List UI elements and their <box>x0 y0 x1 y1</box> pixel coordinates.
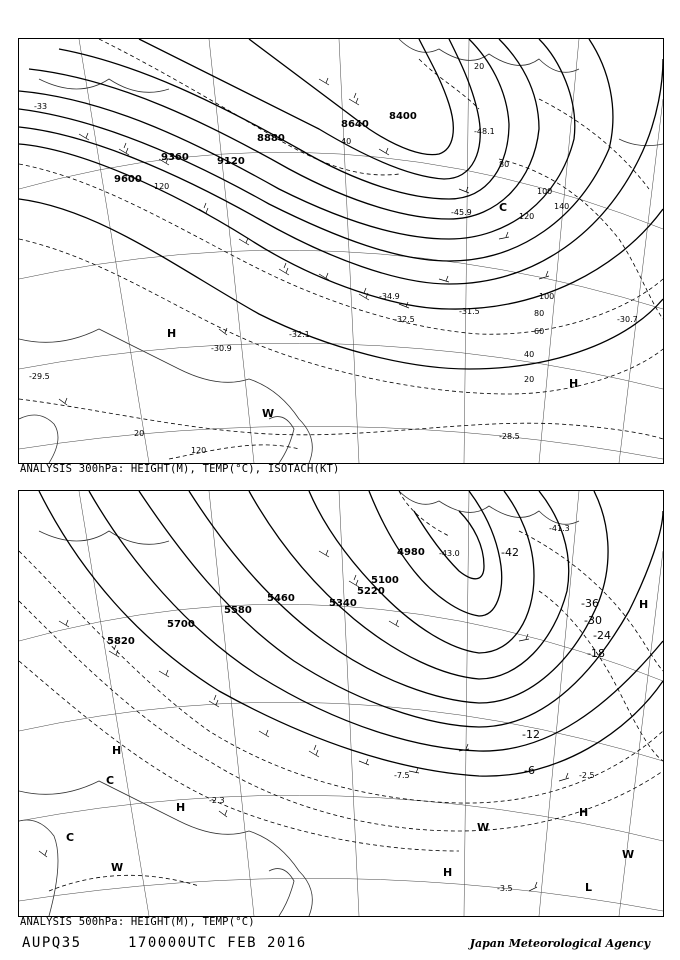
isotach-contours-300 <box>19 39 663 459</box>
high-pressure-symbol: H <box>569 377 579 390</box>
temp-label: -48.1 <box>474 127 495 136</box>
temp-label: -43.0 <box>439 549 460 558</box>
isotach-label: 80 <box>499 160 510 169</box>
warm-center-symbol: W <box>111 861 124 874</box>
latlon-grid <box>19 491 663 916</box>
temp-label: -32.1 <box>289 330 310 339</box>
cold-center-symbol: C <box>106 774 115 787</box>
warm-center-symbol: W <box>622 848 635 861</box>
isotach-label: 80 <box>534 309 545 318</box>
height-label: 9120 <box>217 156 245 167</box>
chart-identifier: AUPQ35 <box>22 935 82 951</box>
temp-labels-500 <box>209 524 611 893</box>
isotach-label: 40 <box>524 350 535 359</box>
height-label: 4980 <box>397 547 425 558</box>
height-labels-500 <box>107 547 425 647</box>
height-label: 5580 <box>224 605 252 616</box>
map-panel-500hpa <box>18 490 664 917</box>
height-label: 8400 <box>389 111 417 122</box>
high-pressure-symbol: H <box>112 744 122 757</box>
latlon-grid <box>19 39 663 463</box>
temp-label: -30 <box>584 614 602 627</box>
cold-center-symbol: C <box>499 201 508 214</box>
system-symbols-300 <box>167 201 578 420</box>
isotach-label: 100 <box>537 187 553 196</box>
wind-barbs-500 <box>39 550 569 891</box>
temp-label: -34.9 <box>379 292 400 301</box>
warm-center-symbol: W <box>262 407 275 420</box>
cold-center-symbol: C <box>66 831 75 844</box>
isotach-label: 20 <box>134 429 145 438</box>
height-labels-300 <box>114 111 417 185</box>
isotach-label: 100 <box>539 292 555 301</box>
height-label: 8880 <box>257 133 285 144</box>
temp-label: -12 <box>522 728 540 741</box>
isotach-label: 140 <box>554 202 570 211</box>
high-pressure-symbol: H <box>443 866 453 879</box>
isotach-label: 20 <box>474 62 485 71</box>
high-pressure-symbol: H <box>639 598 649 611</box>
warm-center-symbol: W <box>477 821 490 834</box>
caption-300hpa: ANALYSIS 300hPa: HEIGHT(M), TEMP(°C), ISOTACH(KT) <box>20 463 340 475</box>
coastlines <box>19 39 663 463</box>
isotach-label: 40 <box>341 137 352 146</box>
high-pressure-symbol: H <box>579 806 589 819</box>
height-label: 5220 <box>357 586 385 597</box>
map-panel-300hpa <box>18 38 664 464</box>
temp-label: -28.5 <box>499 432 520 441</box>
low-pressure-symbol: L <box>585 881 593 894</box>
isotach-label: 120 <box>519 212 535 221</box>
height-label: 5100 <box>371 575 399 586</box>
temp-label: -41.3 <box>549 524 570 533</box>
temp-label: -45.9 <box>451 208 472 217</box>
temp-label: -32.5 <box>394 315 415 324</box>
height-contours-500 <box>39 491 663 776</box>
temp-label: -31.5 <box>459 307 480 316</box>
temp-label: -2.3 <box>209 796 225 805</box>
map-300hpa-svg <box>19 39 663 463</box>
height-label: 5700 <box>167 619 195 630</box>
agency-name: Japan Meteorological Agency <box>469 937 650 950</box>
isotach-label: 120 <box>191 446 207 455</box>
temp-label: -33 <box>34 102 48 111</box>
caption-500hpa: ANALYSIS 500hPa: HEIGHT(M), TEMP(°C) <box>20 916 255 928</box>
temp-label: -36 <box>581 597 599 610</box>
temp-label: -30.9 <box>211 344 232 353</box>
map-500hpa-svg <box>19 491 663 916</box>
height-label: 9600 <box>114 174 142 185</box>
temp-label: -42 <box>501 546 519 559</box>
temp-label: -29.5 <box>29 372 50 381</box>
height-label: 5340 <box>329 598 357 609</box>
temp-label: -3.5 <box>497 884 513 893</box>
height-label: 9360 <box>161 152 189 163</box>
high-pressure-symbol: H <box>167 327 177 340</box>
isotach-label: 60 <box>534 327 545 336</box>
temp-label: -24 <box>593 629 611 642</box>
isotach-label: 120 <box>154 182 170 191</box>
height-label: 5820 <box>107 636 135 647</box>
height-label: 8640 <box>341 119 369 130</box>
high-pressure-symbol: H <box>176 801 186 814</box>
temp-label: -7.5 <box>394 771 410 780</box>
temp-label: -6 <box>524 764 535 777</box>
valid-time: 170000UTC FEB 2016 <box>128 935 307 951</box>
temp-label: -30.7 <box>617 315 638 324</box>
temp-label: -2.5 <box>579 771 595 780</box>
height-label: 5460 <box>267 593 295 604</box>
coastlines <box>19 491 579 916</box>
temp-label: -18 <box>587 647 605 660</box>
isotach-label: 20 <box>524 375 535 384</box>
